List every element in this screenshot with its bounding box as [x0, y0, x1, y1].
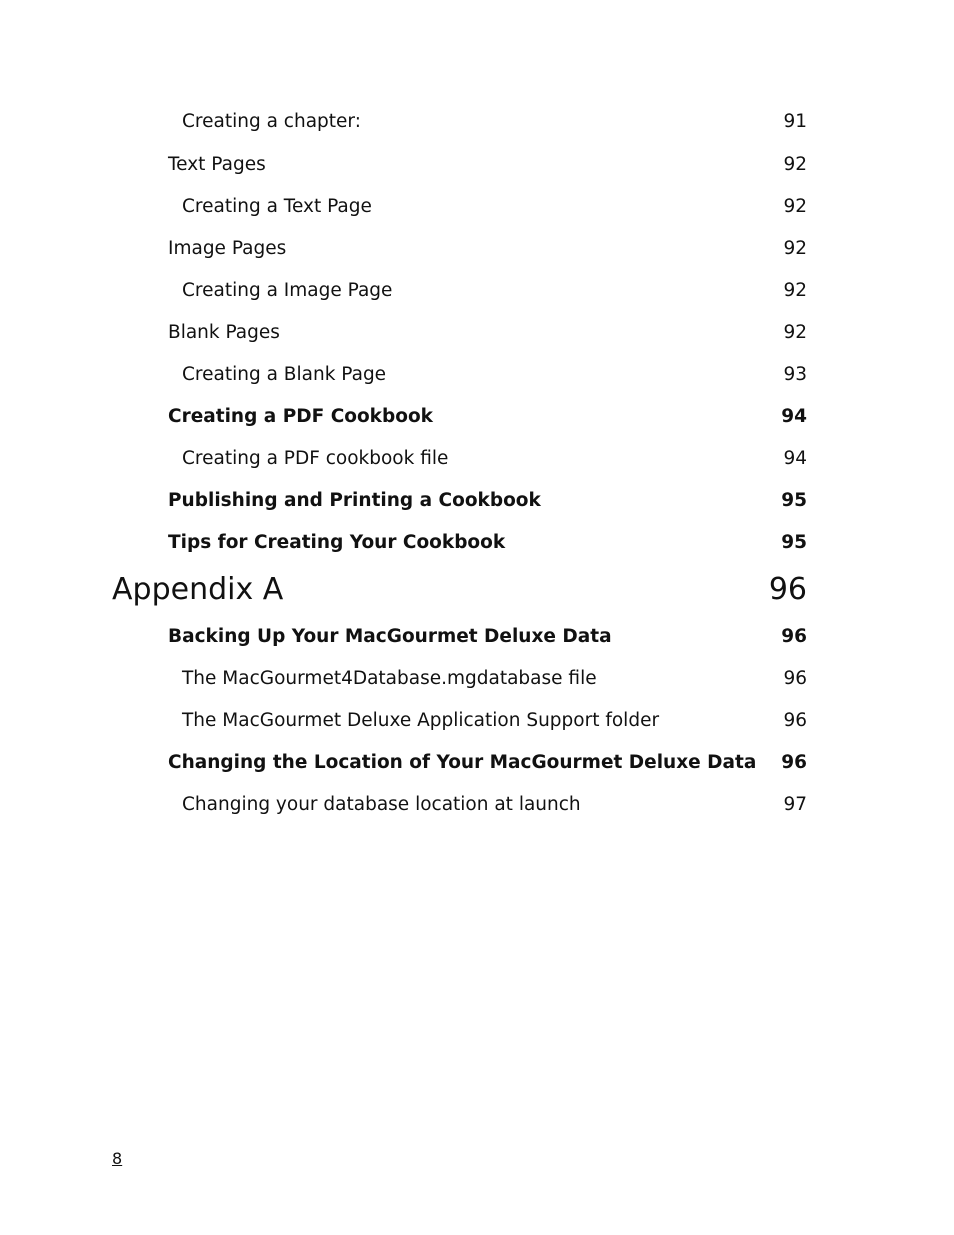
toc-entry-page: 96	[768, 572, 807, 607]
toc-entry[interactable]	[168, 154, 807, 175]
toc-entry[interactable]	[182, 710, 807, 731]
toc-entry[interactable]	[168, 752, 807, 773]
toc-entry-page: 95	[781, 532, 807, 553]
page-number: 8	[112, 1149, 123, 1168]
toc-entry[interactable]	[168, 532, 807, 553]
toc-entry-title: Text Pages	[168, 154, 266, 175]
toc-entry-title: The MacGourmet Deluxe Application Support folder	[182, 710, 660, 731]
toc-entry-page: 96	[781, 752, 807, 773]
toc-entry-page: 92	[783, 322, 807, 343]
toc-entry[interactable]	[182, 448, 807, 469]
toc-entry[interactable]	[182, 196, 807, 217]
toc-entry[interactable]	[168, 626, 807, 647]
toc-entry[interactable]	[168, 406, 807, 427]
toc-entry[interactable]	[182, 111, 807, 132]
toc-entry-page: 92	[783, 154, 807, 175]
toc-entry[interactable]	[168, 490, 807, 511]
toc-entry-title: Changing the Location of Your MacGourmet Deluxe Data	[168, 752, 757, 773]
toc-entry-page: 92	[783, 238, 807, 259]
toc-entry-title: Creating a chapter:	[182, 111, 361, 132]
toc-entry[interactable]	[168, 322, 807, 343]
toc-entry-title: The MacGourmet4Database.mgdatabase file	[182, 668, 597, 689]
toc-entry-page: 96	[781, 626, 807, 647]
toc-entry-page: 94	[781, 406, 807, 427]
toc-entry-title: Creating a Blank Page	[182, 364, 387, 385]
toc-entry[interactable]	[182, 364, 807, 385]
toc-entry-page: 94	[783, 448, 807, 469]
toc-entry-title: Backing Up Your MacGourmet Deluxe Data	[168, 626, 612, 647]
toc-entry-title: Creating a Image Page	[182, 280, 393, 301]
toc-entry-title: Publishing and Printing a Cookbook	[168, 490, 541, 511]
toc-entry[interactable]	[168, 238, 807, 259]
toc-entry-page: 91	[783, 111, 807, 132]
toc-entry-title: Image Pages	[168, 238, 287, 259]
toc-entry-title: Tips for Creating Your Cookbook	[168, 532, 506, 553]
toc-entry-title: Appendix A	[112, 572, 284, 607]
toc-entry-page: 93	[783, 364, 807, 385]
toc-section-heading[interactable]	[112, 572, 807, 607]
toc-entry-title: Creating a PDF Cookbook	[168, 406, 433, 427]
toc-entry-page: 95	[781, 490, 807, 511]
toc-entry-title: Blank Pages	[168, 322, 280, 343]
toc-entry[interactable]	[182, 668, 807, 689]
toc-entry-title: Creating a Text Page	[182, 196, 372, 217]
toc-entry[interactable]	[182, 280, 807, 301]
toc-entry-page: 96	[783, 710, 807, 731]
toc-entry[interactable]	[182, 794, 807, 815]
toc-entry-title: Creating a PDF cookbook file	[182, 448, 449, 469]
toc-entry-page: 92	[783, 280, 807, 301]
toc-entry-page: 92	[783, 196, 807, 217]
toc-entry-page: 97	[783, 794, 807, 815]
toc-entry-title: Changing your database location at launch	[182, 794, 581, 815]
toc-entry-page: 96	[783, 668, 807, 689]
